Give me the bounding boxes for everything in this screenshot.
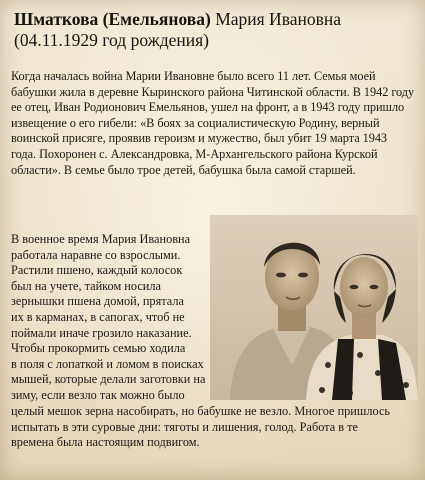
story-line: их в карманах, в сапогах, чтоб не — [11, 309, 185, 324]
intro-text: Когда началась война Марии Ивановне было всего 11 лет. Семья моей бабушки жила в деревне Кыринского района Читинской области. В 1942 году ее отец, Иван Родионович Емельянов, ушел на фронт, а в 1943 году пришло извещение о его гибели: «В боях за социалистическую Родину, верный воинской присяге, проявив героизм и мужество, был убит 19 марта 1943 года. Похоронен с. Александровка, М-Архангельского района Курской области». В семье было трое детей, бабушка была самой старшей. — [11, 69, 415, 177]
family-photo — [210, 215, 418, 400]
story-line: зернышки пшена домой, прятала — [11, 294, 184, 309]
story-line: времена была настоящим подвигом. — [11, 435, 200, 450]
person-name — [14, 9, 414, 30]
story-line: В военное время Мария Ивановна — [11, 232, 191, 246]
story-line: целый мешок зерна насобирать, но бабушке не везло. Многое пришлось — [11, 404, 391, 418]
story-line: был на учете, тайком носила — [11, 278, 161, 293]
story-line: испытать в эти суровые дни: тяготы и лишения, голод. Работа в те — [11, 419, 358, 434]
story-paragraph — [11, 232, 211, 404]
person-surname: Шматкова (Емельянова) — [14, 9, 211, 29]
story-line: поймали иначе грозило наказание. — [11, 325, 192, 340]
story-line: в поля с лопаткой и ломом в поисках — [11, 356, 204, 371]
story-line: Растили пшено, каждый колосок — [11, 263, 183, 278]
story-conclusion — [11, 404, 415, 451]
intro-paragraph — [11, 69, 415, 178]
birth-date: (04.11.1929 год рождения) — [14, 30, 210, 50]
story-line: работала наравне со взрослыми. — [11, 247, 181, 262]
photo-image — [210, 215, 418, 400]
page-title — [14, 9, 414, 51]
story-line: мышей, которые делали заготовки на — [11, 372, 206, 387]
story-line: Чтобы прокормить семью ходила — [11, 341, 186, 356]
person-given-name: Мария Ивановна — [210, 9, 342, 29]
story-line: зиму, если везло так можно было — [11, 387, 185, 402]
